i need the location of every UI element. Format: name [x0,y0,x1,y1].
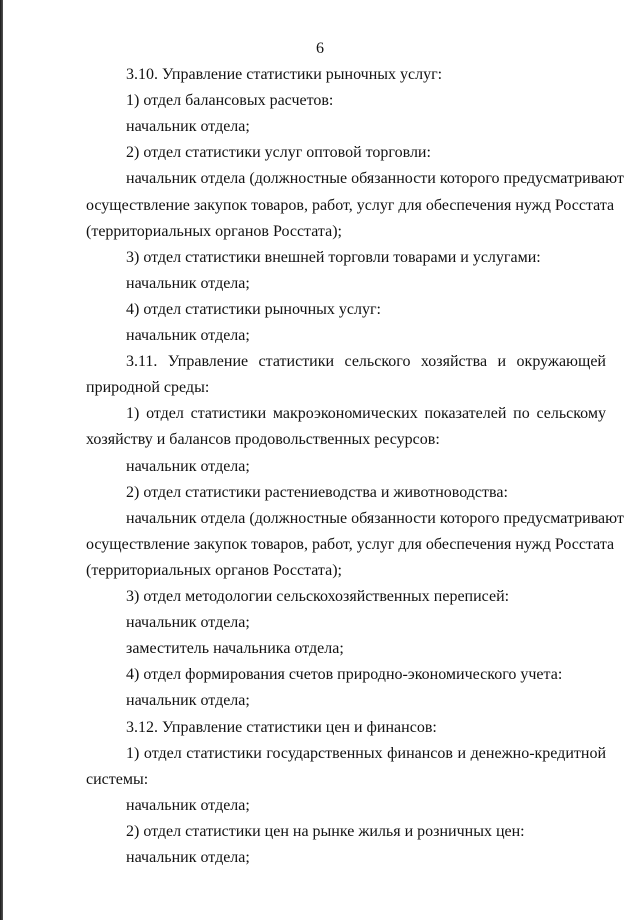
text-line: начальник отдела; [126,274,250,292]
text-line: начальник отдела; [126,849,250,866]
text-line: начальник отдела (должностные обязанности которого предусматривают [126,170,624,188]
text-line: начальник отдела; [126,692,250,710]
text-line: системы: [86,770,149,788]
text-line: 4) отдел формирования счетов природно-экономического учета: [126,666,563,684]
text-line: начальник отдела; [126,327,250,344]
text-line: (территориальных органов Росстата); [86,222,342,240]
text-line: начальник отдела; [126,118,250,136]
text-line: 2) отдел статистики растениеводства и животноводства: [126,483,508,501]
text-line: начальник отдела; [126,614,250,632]
text-line: 4) отдел статистики рыночных услуг: [126,300,381,318]
scan-edge-shadow [0,0,3,920]
text-line: начальник отдела; [126,796,250,814]
text-line: 3.10. Управление статистики рыночных услуг: [126,66,443,83]
text-line: осуществление закупок товаров, работ, услуг для обеспечения нужд Росстата [86,535,615,553]
text-line: 1) отдел статистики макроэкономических показателей по сельскому [126,405,606,423]
page-number: 6 [316,40,324,57]
text-line: 1) отдел статистики государственных финансов и денежно-кредитной [126,744,606,762]
text-line: 3) отдел статистики внешней торговли товарами и услугами: [126,248,541,266]
text-line: 2) отдел статистики цен на рынке жилья и розничных цен: [126,822,525,840]
text-line: 2) отдел статистики услуг оптовой торговли: [126,144,431,162]
text-line: хозяйству и балансов продовольственных ресурсов: [86,431,440,449]
text-line: 3.11. Управление статистики сельского хозяйства и окружающей [126,353,606,371]
text-line: 1) отдел балансовых расчетов: [126,92,334,110]
text-line: 3.12. Управление статистики цен и финансов: [126,718,437,736]
text-line: (территориальных органов Росстата); [86,561,342,579]
text-line: 3) отдел методологии сельскохозяйственных переписей: [126,588,510,605]
text-line: заместитель начальника отдела; [126,640,344,658]
text-line: осуществление закупок товаров, работ, услуг для обеспечения нужд Росстата [86,196,615,214]
text-line: начальник отдела (должностные обязанности которого предусматривают [126,509,624,527]
text-line: природной среды: [86,379,210,397]
text-line: начальник отдела; [126,457,250,475]
